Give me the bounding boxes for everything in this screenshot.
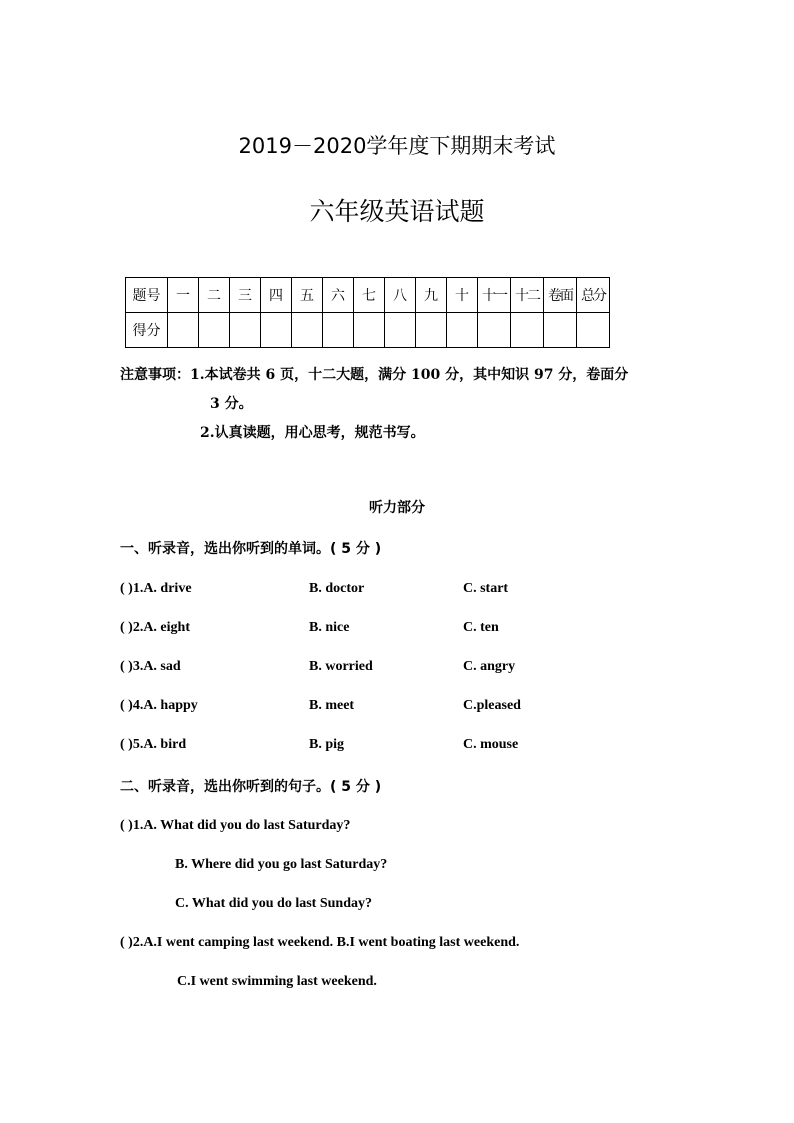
notes-line-2: 2.认真读题，用心思考，规范书写。 xyxy=(200,425,425,441)
question-1-option-a: ( )1.A. drive xyxy=(120,581,192,596)
exam-title: 2019－2020学年度下期期末考试 xyxy=(238,134,556,158)
score-table-header-row xyxy=(126,278,610,313)
score-cell[interactable] xyxy=(168,313,199,348)
sentence-question-1-option-a: ( )1.A. What did you do last Saturday? xyxy=(120,818,351,833)
notes-line-1: 注意事项：1.本试卷共 6 页，十二大题，满分 100 分，其中知识 97 分，卷面分 xyxy=(120,367,629,383)
question-1-option-b: B. doctor xyxy=(309,581,365,596)
score-table-score-row xyxy=(126,313,610,348)
score-table-row-label: 题号 xyxy=(126,278,168,313)
score-cell[interactable] xyxy=(292,313,323,348)
score-column-header: 三 xyxy=(230,278,261,313)
notes-line-1-continued: 3 分。 xyxy=(210,396,253,412)
score-cell[interactable] xyxy=(199,313,230,348)
question-4-option-c: C.pleased xyxy=(463,698,521,713)
question-2-option-b: B. nice xyxy=(309,620,350,635)
score-cell[interactable] xyxy=(230,313,261,348)
sentence-question-2-option-c: C.I went swimming last weekend. xyxy=(177,974,377,989)
score-column-header: 七 xyxy=(354,278,385,313)
score-cell[interactable] xyxy=(323,313,354,348)
question-4-option-a: ( )4.A. happy xyxy=(120,698,198,713)
question-2-option-c: C. ten xyxy=(463,620,499,635)
sentence-question-1-option-b: B. Where did you go last Saturday? xyxy=(175,857,388,872)
question-4-option-b: B. meet xyxy=(309,698,355,713)
score-column-header: 十二 xyxy=(511,278,544,313)
question-5-option-c: C. mouse xyxy=(463,737,519,752)
score-cell[interactable] xyxy=(511,313,544,348)
score-cell[interactable] xyxy=(544,313,577,348)
score-column-header: 六 xyxy=(323,278,354,313)
score-cell[interactable] xyxy=(577,313,610,348)
question-5-option-b: B. pig xyxy=(309,737,345,752)
score-cell[interactable] xyxy=(416,313,447,348)
score-column-header: 十一 xyxy=(478,278,511,313)
score-column-header: 总分 xyxy=(577,278,610,313)
sentence-question-2-options-a-b: ( )2.A.I went camping last weekend. B.I went boating last weekend. xyxy=(120,935,520,950)
score-column-header: 二 xyxy=(199,278,230,313)
question-3-option-b: B. worried xyxy=(309,659,373,674)
score-cell[interactable] xyxy=(261,313,292,348)
score-table-row-label: 得分 xyxy=(126,313,168,348)
score-cell[interactable] xyxy=(478,313,511,348)
question-3-option-a: ( )3.A. sad xyxy=(120,659,181,674)
score-column-header: 卷面 xyxy=(544,278,577,313)
score-column-header: 十 xyxy=(447,278,478,313)
sentence-question-1-option-c: C. What did you do last Sunday? xyxy=(175,896,372,911)
question-1-option-c: C. start xyxy=(463,581,509,596)
part1-heading: 一、听录音，选出你听到的单词。( 5 分 ) xyxy=(120,541,382,557)
question-5-option-a: ( )5.A. bird xyxy=(120,737,187,752)
question-2-option-a: ( )2.A. eight xyxy=(120,620,190,635)
score-column-header: 一 xyxy=(168,278,199,313)
score-cell[interactable] xyxy=(354,313,385,348)
score-table xyxy=(125,277,610,348)
score-column-header: 八 xyxy=(385,278,416,313)
question-3-option-c: C. angry xyxy=(463,659,516,674)
score-column-header: 九 xyxy=(416,278,447,313)
score-cell[interactable] xyxy=(447,313,478,348)
part2-heading: 二、听录音，选出你听到的句子。( 5 分 ) xyxy=(120,779,382,795)
score-column-header: 四 xyxy=(261,278,292,313)
score-column-header: 五 xyxy=(292,278,323,313)
score-cell[interactable] xyxy=(385,313,416,348)
listening-section-title: 听力部分 xyxy=(369,500,425,516)
exam-subtitle: 六年级英语试题 xyxy=(309,197,485,226)
